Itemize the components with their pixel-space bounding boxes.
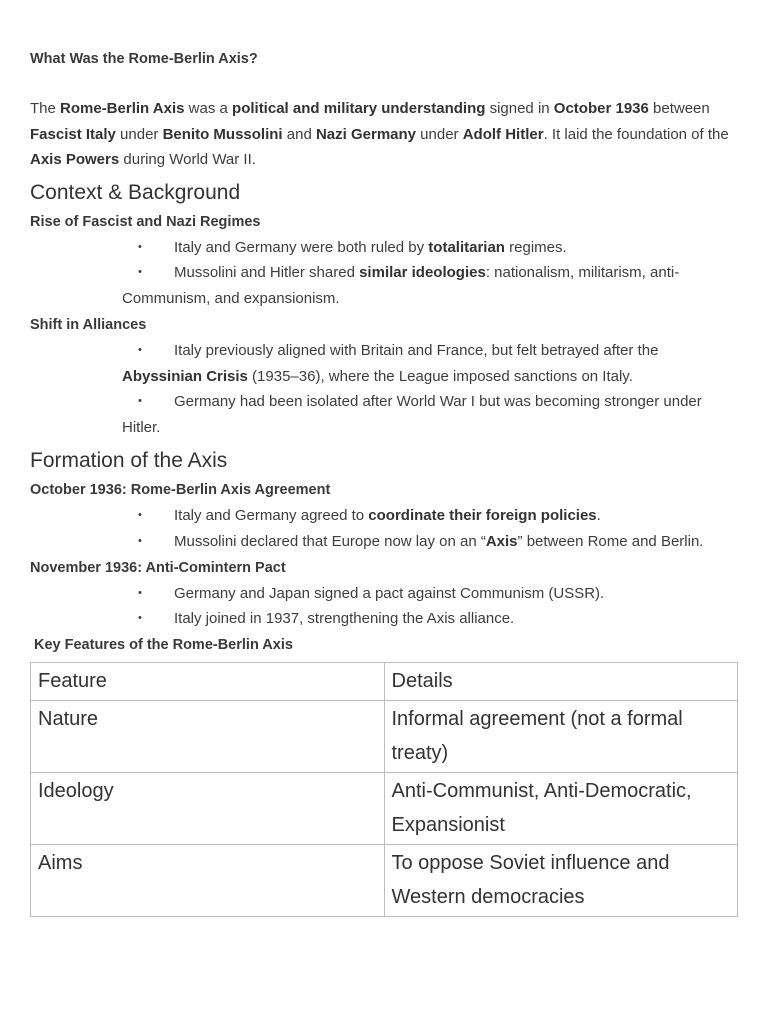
list-item: • Mussolini declared that Europe now lay on an “Axis” between Rome and Berlin. [122, 529, 740, 555]
details-cell: Informal agreement (not a formal treaty) [384, 700, 738, 772]
header-cell-feature: Feature [31, 663, 385, 701]
list-item: • Mussolini and Hitler shared similar ideologies: nationalism, militarism, anti-Communism, and expansionism. [122, 260, 740, 312]
bullet-icon: • [138, 395, 142, 408]
features-table [30, 662, 738, 917]
document-page [30, 46, 740, 917]
bullet-list-rise [30, 235, 740, 312]
bullet-icon: • [138, 509, 142, 522]
table-row [31, 700, 738, 772]
details-cell: To oppose Soviet influence and Western democracies [384, 844, 738, 916]
subheading-rise: Rise of Fascist and Nazi Regimes [30, 213, 261, 230]
list-item: • Italy and Germany agreed to coordinate their foreign policies. [122, 503, 740, 529]
list-item: • Italy previously aligned with Britain and France, but felt betrayed after the Abyssinian Crisis (1935–36), where the League imposed sanctions on Italy. [122, 338, 740, 390]
subheading-shift: Shift in Alliances [30, 316, 147, 333]
section-heading-context: Context & Background [30, 180, 241, 204]
subheading-november: November 1936: Anti-Comintern Pact [30, 559, 286, 576]
question-title: What Was the Rome-Berlin Axis? [30, 51, 258, 67]
list-item: • Italy joined in 1937, strengthening the Axis alliance. [122, 606, 740, 632]
feature-cell: Nature [31, 700, 385, 772]
bullet-list-november [30, 581, 740, 633]
bullet-icon: • [138, 534, 142, 547]
list-item: • Germany and Japan signed a pact against Communism (USSR). [122, 581, 740, 607]
subheading-october: October 1936: Rome-Berlin Axis Agreement [30, 482, 331, 499]
details-cell: Anti-Communist, Anti-Democratic, Expansionist [384, 772, 738, 844]
bullet-icon: • [138, 343, 142, 356]
bullet-icon: • [138, 586, 142, 599]
table-row [31, 772, 738, 844]
section-heading-formation: Formation of the Axis [30, 449, 228, 473]
bullet-list-october [30, 503, 740, 555]
header-cell-details: Details [384, 663, 738, 701]
table-caption: Key Features of the Rome-Berlin Axis [34, 637, 293, 654]
table-row [31, 844, 738, 916]
list-item: • Germany had been isolated after World War I but was becoming stronger under Hitler. [122, 389, 740, 441]
bullet-icon: • [138, 612, 142, 625]
bullet-list-shift [30, 338, 740, 441]
bullet-icon: • [138, 240, 142, 253]
feature-cell: Ideology [31, 772, 385, 844]
bullet-icon: • [138, 266, 142, 279]
intro-paragraph: The Rome-Berlin Axis was a political and military understanding signed in October 1936 between Fascist Italy under Benito Mussolini and Nazi Germany under Adolf Hitler. It laid the foundation of the Axis Powers during World War II. [30, 100, 729, 168]
table-header-row [31, 663, 738, 701]
feature-cell: Aims [31, 844, 385, 916]
list-item: • Italy and Germany were both ruled by totalitarian regimes. [122, 235, 740, 261]
